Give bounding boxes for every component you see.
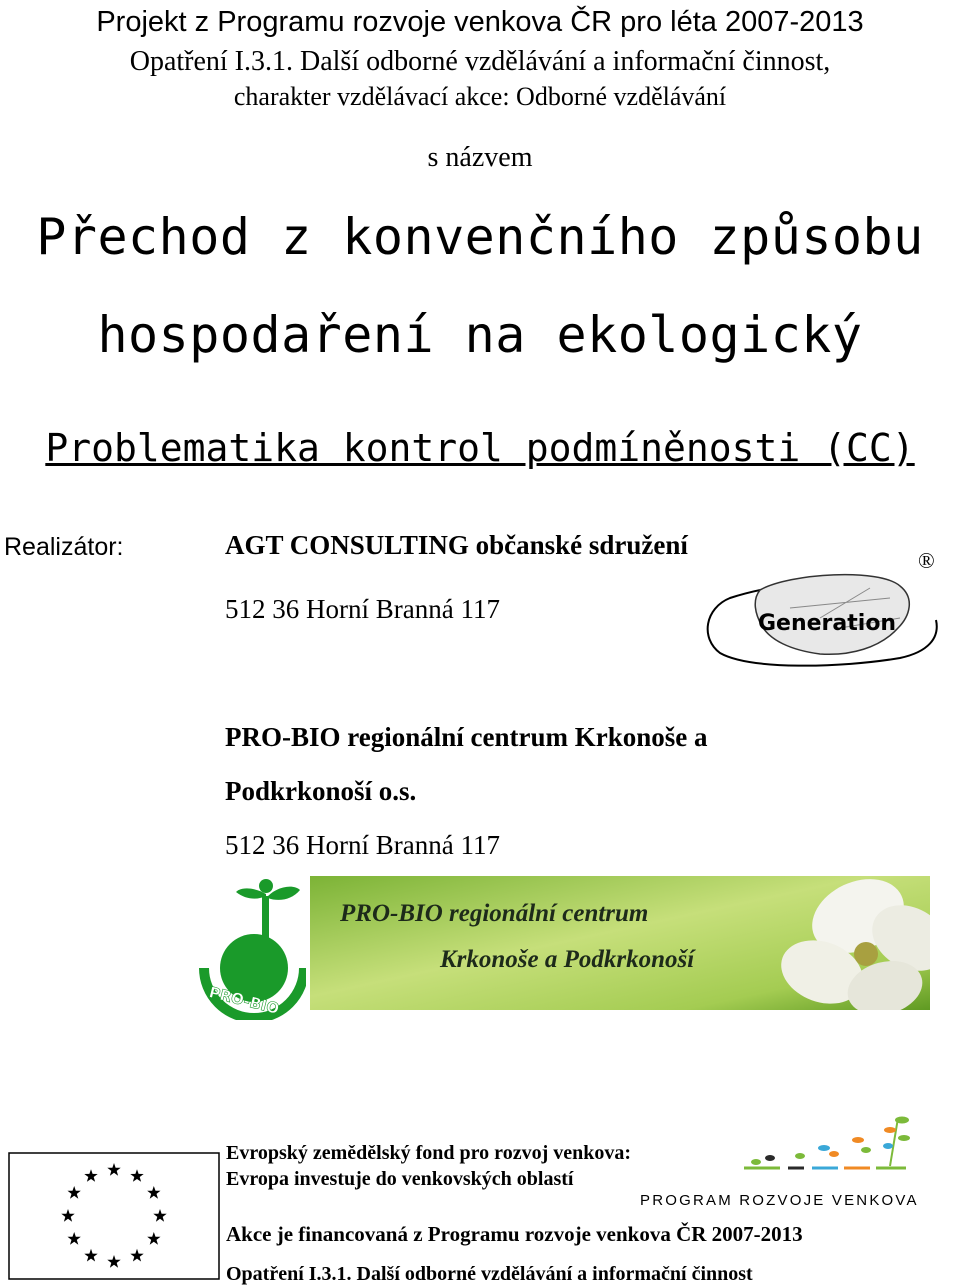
- title-line-1: Přechod z konvenčního způsobu: [36, 208, 924, 266]
- banner-line1: PRO-BIO regionální centrum: [340, 900, 649, 927]
- realizator-label: Realizátor:: [4, 533, 124, 561]
- registered-mark: ®: [918, 548, 935, 573]
- subtitle: [0, 426, 960, 470]
- subtitle-text: Problematika kontrol podmíněnosti (CC): [45, 426, 915, 470]
- logo-leaf-right: [268, 887, 300, 900]
- title-line-2: hospodaření na ekologický: [97, 306, 863, 364]
- prv-logo-text: PROGRAM ROZVOJE VENKOVA: [640, 1192, 919, 1209]
- banner-graphic: [310, 876, 930, 1010]
- logo-seed: [259, 879, 273, 893]
- eu-invest-line: Evropa investuje do venkovských oblastí: [226, 1168, 574, 1190]
- eu-fund-line: Evropský zemědělský fond pro rozvoj venkova:: [226, 1142, 632, 1164]
- org1-name: AGT CONSULTING občanské sdružení: [225, 530, 688, 560]
- financing-line: Akce je financovaná z Programu rozvoje venkova ČR 2007-2013: [226, 1222, 803, 1246]
- probio-logo: [196, 878, 306, 1020]
- probio-logo-text: PRO-BIO: [207, 983, 281, 1018]
- org2-name-line1: PRO-BIO regionální centrum Krkonoše a: [225, 722, 708, 752]
- banner-line2: Krkonoše a Podkrkonoší: [440, 946, 695, 973]
- s-nazvem: s názvem: [427, 142, 533, 173]
- measure-line: Opatření I.3.1. Další odborné vzdělávání a informační činnost,: [129, 46, 831, 77]
- project-line: Projekt z Programu rozvoje venkova ČR pro léta 2007-2013: [96, 6, 864, 38]
- measure-footer-line: Opatření I.3.1. Další odborné vzdělávání a informační činnost: [226, 1263, 753, 1285]
- logo-text: Generation: [758, 611, 897, 636]
- prv-sprouts: [744, 1117, 910, 1169]
- org2-address: 512 36 Horní Branná 117: [225, 830, 500, 860]
- eu-flag: [8, 1152, 220, 1280]
- probio-banner: [310, 876, 930, 1010]
- prv-logo: [730, 1108, 920, 1188]
- generation-logo: [700, 568, 945, 674]
- org1-address: 512 36 Horní Branná 117: [225, 594, 500, 624]
- character-line: charakter vzdělávací akce: Odborné vzdělávání: [233, 82, 727, 111]
- org2-name-line2: Podkrkonoší o.s.: [225, 776, 417, 806]
